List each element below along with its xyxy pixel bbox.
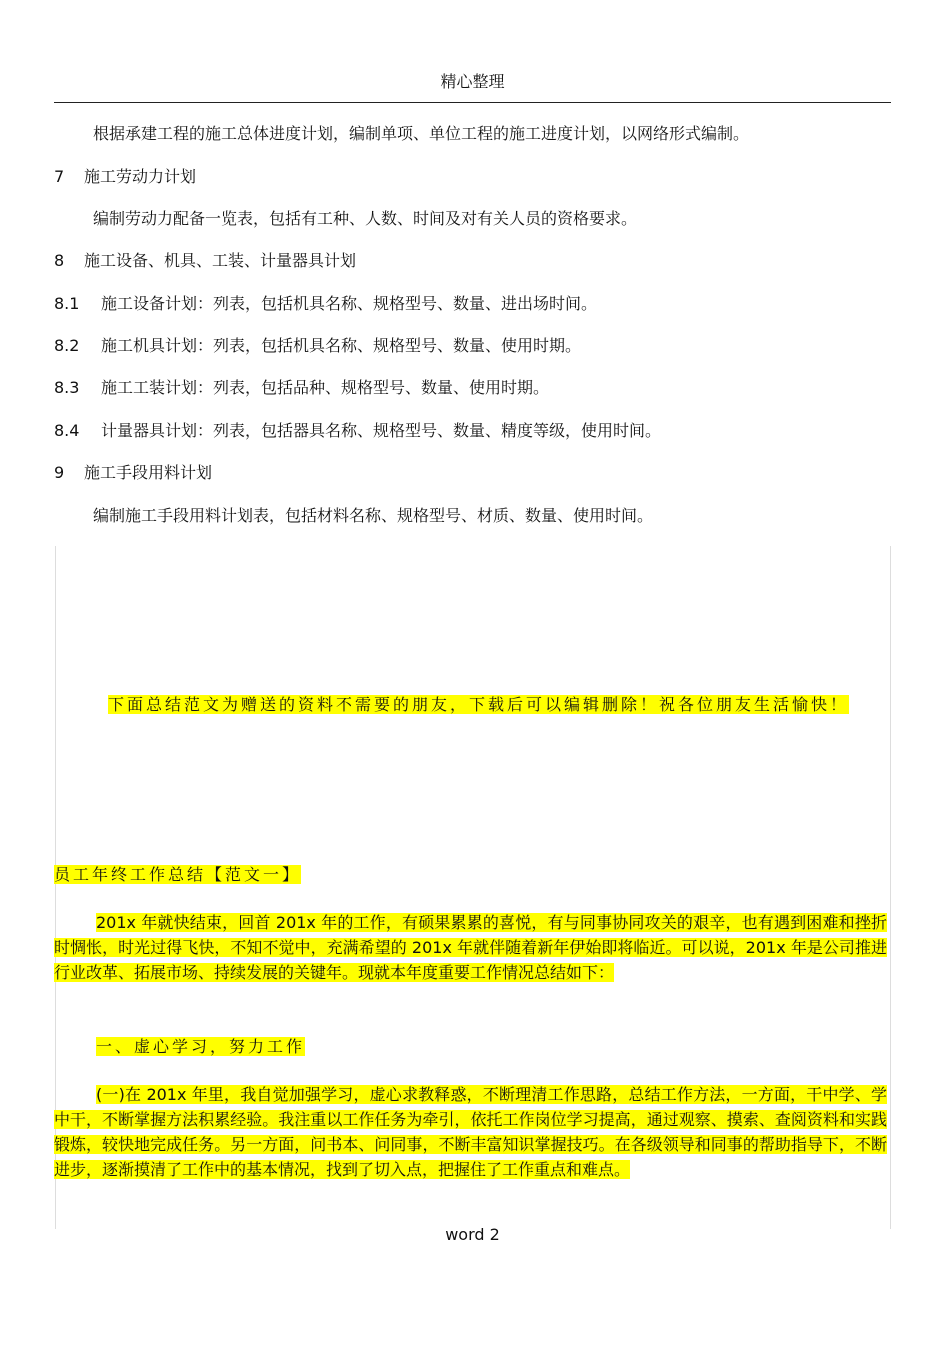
section-title: 施工工装计划：列表，包括品种、规格型号、数量、使用时期。 (101, 378, 550, 397)
header-divider (54, 102, 891, 103)
section-title: 施工设备计划：列表，包括机具名称、规格型号、数量、进出场时间。 (101, 294, 598, 313)
section-number: 8.3 (54, 378, 80, 397)
section-title: 施工劳动力计划 (84, 167, 197, 186)
section-8-2-heading (54, 334, 581, 358)
section-number: 7 (54, 167, 65, 186)
section-number: 9 (54, 463, 65, 482)
notice-text: 下面总结范文为赠送的资料不需要的朋友，下载后可以编辑删除！祝各位朋友生活愉快！ (108, 695, 850, 714)
section-number: 8.4 (54, 421, 80, 440)
section-title: 施工机具计划：列表，包括机具名称、规格型号、数量、使用时期。 (101, 336, 582, 355)
section-8-3-heading (54, 376, 549, 400)
section-9-heading (54, 461, 212, 485)
section-8-4-heading (54, 419, 661, 443)
page-footer-label: word 2 (445, 1225, 500, 1244)
summary-paragraph-1 (54, 910, 887, 985)
summary-heading-1-text: 一、虚心学习，努力工作 (96, 1037, 306, 1056)
content-frame-right-border (890, 546, 891, 1229)
notice-paragraph (54, 692, 887, 717)
summary-paragraph-2 (54, 1082, 887, 1182)
section-8-1-heading (54, 292, 597, 316)
summary-heading-1 (54, 1034, 887, 1059)
sample-title-text: 员工年终工作总结【范文一】 (54, 865, 302, 884)
section-7-heading (54, 165, 196, 189)
section-title: 施工设备、机具、工装、计量器具计划 (84, 251, 357, 270)
section-7-paragraph: 编制劳动力配备一览表，包括有工种、人数、时间及对有关人员的资格要求。 (93, 209, 638, 228)
section-number: 8.1 (54, 294, 80, 313)
section-number: 8.2 (54, 336, 80, 355)
summary-paragraph-1-text: 201x 年就快结束，回首 201x 年的工作，有硕果累累的喜悦，有与同事协同攻关的艰辛，也有遇到困难和挫折时惆怅，时光过得飞快，不知不觉中，充满希望的 201x 年就伴随着新年伊始即将临近。可以说，201x 年是公司推进行业改革、拓展市场、持续发展的关键年。现就本年度重要工作情况总结如下： (54, 913, 887, 982)
sample-title (54, 862, 887, 887)
section-9-paragraph: 编制施工手段用料计划表，包括材料名称、规格型号、材质、数量、使用时间。 (93, 506, 654, 525)
section-number: 8 (54, 251, 65, 270)
summary-paragraph-2-text: (一)在 201x 年里，我自觉加强学习，虚心求教释惑，不断理清工作思路，总结工作方法，一方面，干中学、学中干，不断掌握方法积累经验。我注重以工作任务为牵引，依托工作岗位学习提高，通过观察、摸索、查阅资料和实践锻炼，较快地完成任务。另一方面，问书本、问同事，不断丰富知识掌握技巧。在各级领导和同事的帮助指导下，不断进步，逐渐摸清了工作中的基本情况，找到了切入点，把握住了工作重点和难点。 (54, 1085, 887, 1179)
section-title: 计量器具计划：列表，包括器具名称、规格型号、数量、精度等级，使用时间。 (101, 421, 662, 440)
section-8-heading (54, 249, 356, 273)
intro-paragraph: 根据承建工程的施工总体进度计划，编制单项、单位工程的施工进度计划，以网络形式编制。 (93, 124, 750, 143)
section-title: 施工手段用料计划 (84, 463, 213, 482)
page-header-title: 精心整理 (440, 72, 505, 91)
